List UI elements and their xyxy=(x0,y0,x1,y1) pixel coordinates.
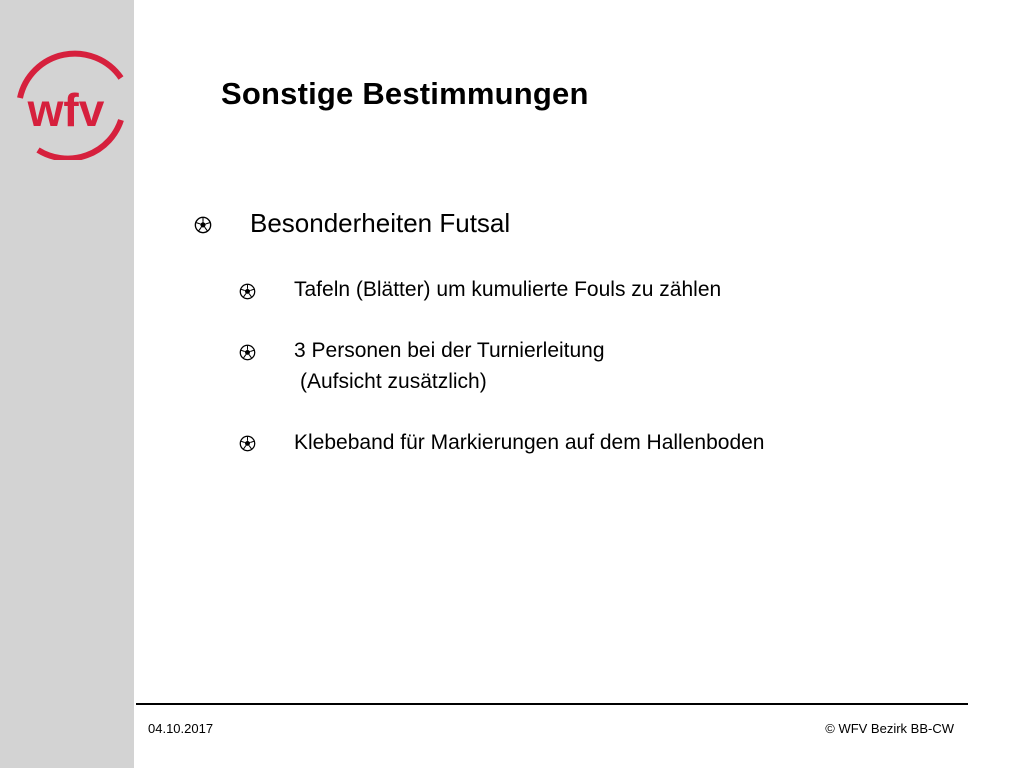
sub-item-2-continuation: (Aufsicht zusätzlich) xyxy=(300,370,487,393)
soccer-ball-icon xyxy=(194,216,212,234)
footer-date: 04.10.2017 xyxy=(148,721,214,736)
sub-item-3-text: Klebeband für Markierungen auf dem Hallenboden xyxy=(294,431,765,454)
slide-title: Sonstige Bestimmungen xyxy=(221,76,589,111)
soccer-ball-icon xyxy=(239,344,256,361)
main-item-text: Besonderheiten Futsal xyxy=(250,208,511,238)
soccer-ball-icon xyxy=(239,283,256,300)
logo-text: wfv xyxy=(27,84,105,136)
sub-item-1-text: Tafeln (Blätter) um kumulierte Fouls zu zählen xyxy=(294,278,722,301)
footer-divider xyxy=(136,703,968,705)
wfv-logo xyxy=(8,50,128,160)
soccer-ball-icon xyxy=(239,435,256,452)
sidebar xyxy=(0,0,134,768)
sub-item-2-text: 3 Personen bei der Turnierleitung xyxy=(294,339,605,362)
footer-copyright: © WFV Bezirk BB-CW xyxy=(825,721,954,736)
